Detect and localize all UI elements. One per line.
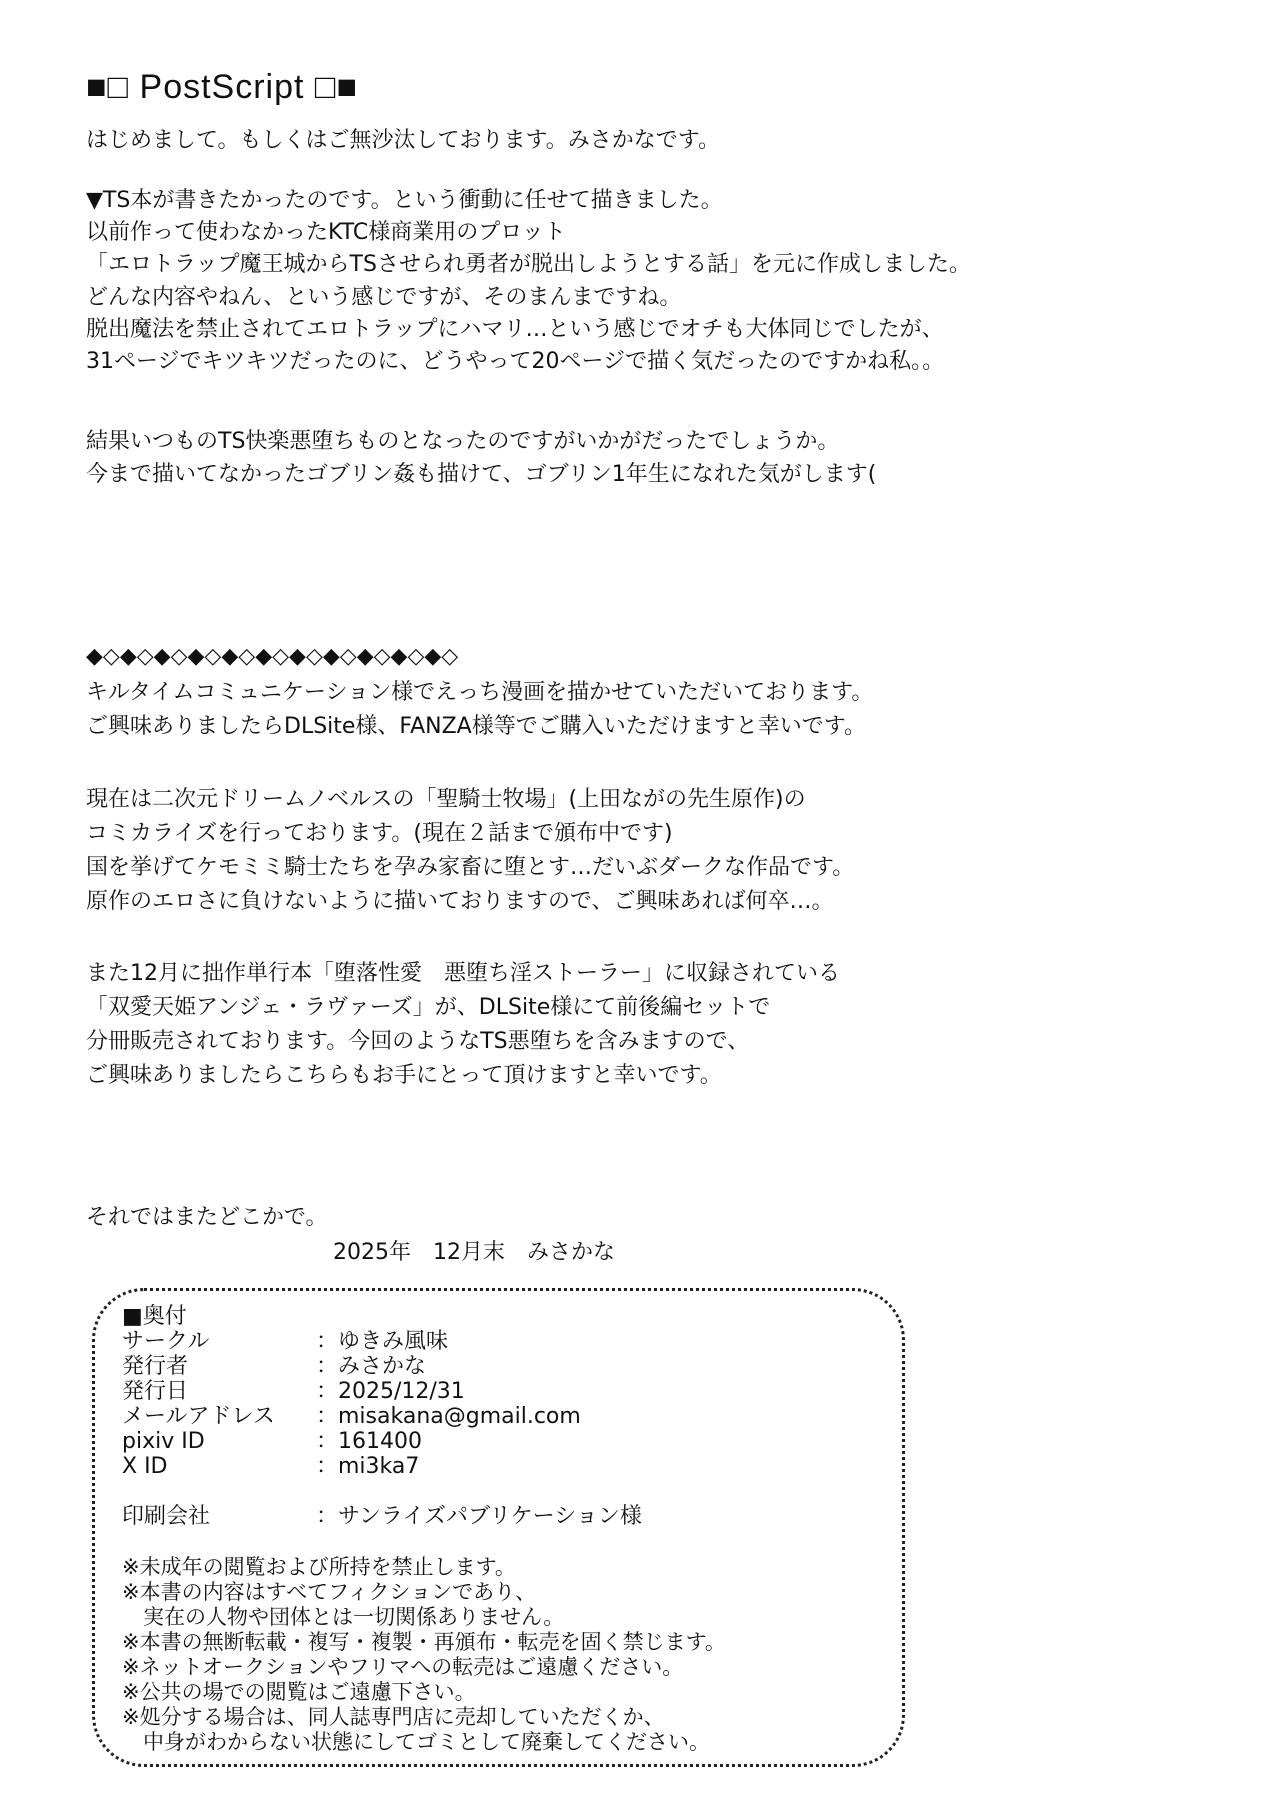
colophon-label-x: X ID <box>122 1454 168 1479</box>
colophon-value-pixiv: ：161400 <box>316 1429 422 1454</box>
colophon-label-email: メールアドレス <box>122 1404 275 1429</box>
paragraph4-line: 現在は二次元ドリームノベルスの「聖騎士牧場」(上田ながの先生原作)の <box>86 787 806 812</box>
diamond-divider: ◆◇◆◇◆◇◆◇◆◇◆◇◆◇◆◇◆◇◆◇◆◇ <box>86 644 459 669</box>
paragraph5-line: ご興味ありましたらこちらもお手にとって頂けますと幸いです。 <box>86 1063 722 1088</box>
paragraph3-line: ご興味ありましたらDLSite様、FANZA様等でご購入いただけますと幸いです。 <box>86 714 866 739</box>
colophon-value-printer: ：サンライズパブリケーション様 <box>316 1504 642 1529</box>
paragraph4-line: 国を挙げてケモミミ騎士たちを孕み家畜に堕とす…だいぶダークな作品です。 <box>86 855 855 880</box>
colophon-value-date: ：2025/12/31 <box>316 1379 465 1404</box>
paragraph1-line: 脱出魔法を禁止されてエロトラップにハマリ…という感じでオチも大体同じでしたが、 <box>86 317 944 342</box>
paragraph5-line: 分冊販売されております。今回のようなTS悪堕ちを含みますので、 <box>86 1029 750 1054</box>
colophon-label-pixiv: pixiv ID <box>122 1429 205 1454</box>
paragraph4-line: 原作のエロさに負けないように描いておりますので、ご興味あれば何卒…。 <box>86 889 834 914</box>
paragraph1-line: 以前作って使わなかったKTC様商業用のプロット <box>86 220 566 245</box>
colophon-note: ※本書の無断転載・複写・複製・再頒布・転売を固く禁じます。 <box>122 1630 726 1654</box>
colophon-value-email: ：misakana@gmail.com <box>316 1404 581 1429</box>
colophon-note: ※ネットオークションやフリマへの転売はご遠慮ください。 <box>122 1655 684 1679</box>
paragraph5-line: また12月に拙作単行本「堕落性愛 悪堕ち淫ストーラー」に収録されている <box>86 961 840 986</box>
colophon-note: ※未成年の閲覧および所持を禁止します。 <box>122 1555 516 1579</box>
colophon-heading: ■奥付 <box>122 1304 187 1329</box>
colophon-note: ※本書の内容はすべてフィクションであり、 <box>122 1580 537 1604</box>
paragraph1-line: 31ページでキツキツだったのに、どうやって20ページで描く気だったのですかね私。。 <box>86 349 945 374</box>
colophon-label-printer: 印刷会社 <box>122 1504 211 1529</box>
colophon-value-circle: ：ゆきみ風味 <box>316 1329 449 1354</box>
page-title: ■□ PostScript □■ <box>86 68 358 106</box>
closing-text: それではまたどこかで。 <box>86 1205 328 1230</box>
paragraph2-line: 今まで描いてなかったゴブリン姦も描けて、ゴブリン1年生になれた気がします( <box>86 462 877 487</box>
signature: 2025年 12月末 みさかな <box>333 1240 615 1265</box>
paragraph1-line: ▼TS本が書きたかったのです。という衝動に任せて描きました。 <box>86 188 723 213</box>
paragraph1-line: 「エロトラップ魔王城からTSさせられ勇者が脱出しようとする話」を元に作成しました。 <box>86 252 971 277</box>
colophon-label-circle: サークル <box>122 1329 210 1354</box>
paragraph2-line: 結果いつものTS快楽悪堕ちものとなったのですがいかがだったでしょうか。 <box>86 429 840 454</box>
colophon-note: ※公共の場での閲覧はご遠慮下さい。 <box>122 1680 476 1704</box>
colophon-note: 中身がわからない状態にしてゴミとして廃棄してください。 <box>122 1730 710 1754</box>
paragraph3-line: キルタイムコミュニケーション様でえっち漫画を描かせていただいております。 <box>86 680 874 705</box>
paragraph4-line: コミカライズを行っております。(現在２話まで頒布中です) <box>86 821 673 846</box>
paragraph1-line: どんな内容やねん、という感じですが、そのまんまですね。 <box>86 285 682 310</box>
paragraph5-line: 「双愛天姫アンジェ・ラヴァーズ」が、DLSite様にて前後編セットで <box>86 995 771 1020</box>
colophon-note: ※処分する場合は、同人誌専門店に売却していただくか、 <box>122 1705 665 1729</box>
colophon-value-publisher: ：みさかな <box>316 1354 427 1379</box>
colophon-note: 実在の人物や団体とは一切関係ありません。 <box>122 1605 565 1629</box>
colophon-value-x: ：mi3ka7 <box>316 1454 420 1479</box>
colophon-label-date: 発行日 <box>122 1379 189 1404</box>
intro-text: はじめまして。もしくはご無沙汰しております。みさかなです。 <box>86 128 721 153</box>
colophon-label-publisher: 発行者 <box>122 1354 189 1379</box>
